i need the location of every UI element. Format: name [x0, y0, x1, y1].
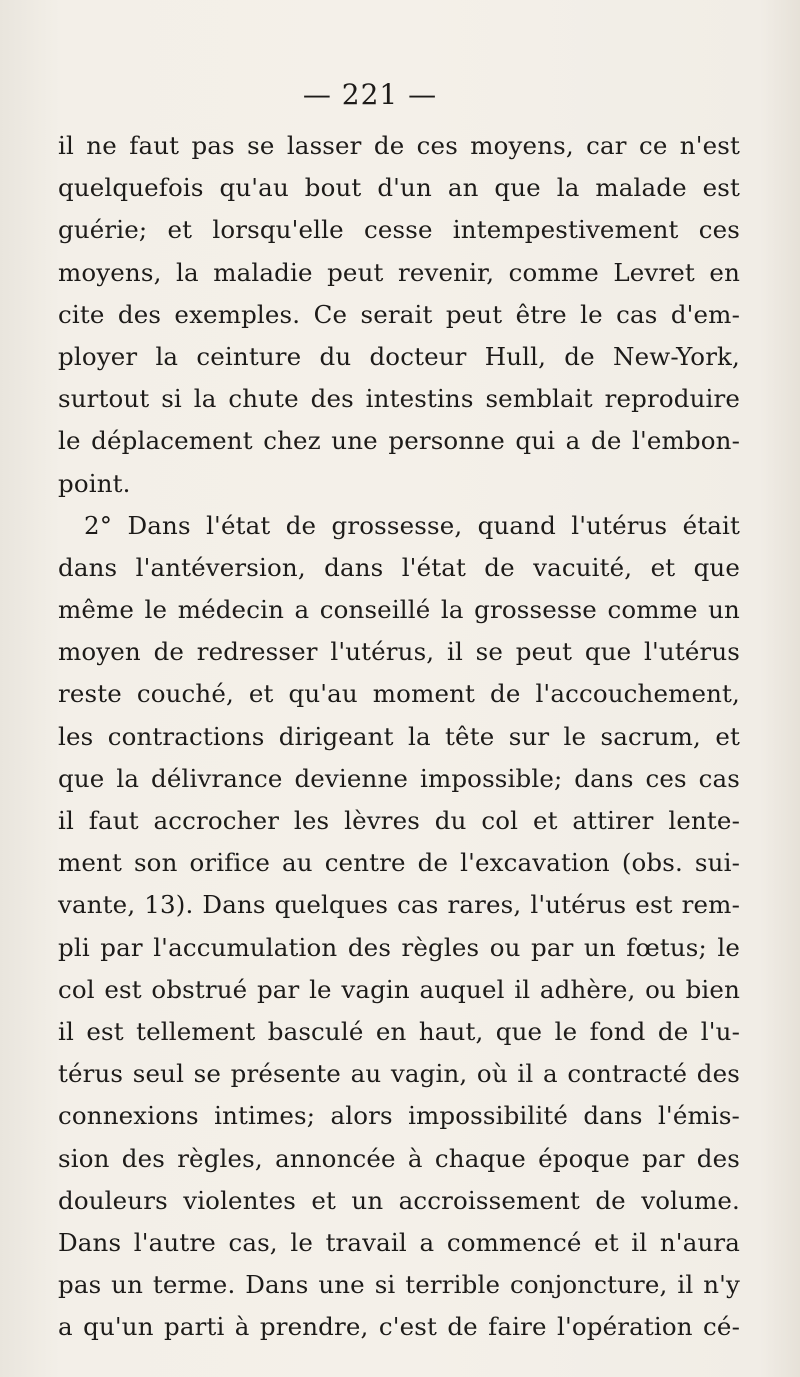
text-line: cite des exemples. Ce serait peut être le cas d'em- — [58, 299, 740, 329]
text-line: 2° Dans l'état de grossesse, quand l'utérus était — [84, 510, 740, 540]
page-number-header: — 221 — — [302, 78, 438, 111]
text-line: il est tellement basculé en haut, que le fond de l'u- — [58, 1016, 740, 1046]
text-line: il faut accrocher les lèvres du col et attirer lente- — [58, 806, 740, 835]
text-line: surtout si la chute des intestins semblait reproduire — [58, 384, 740, 414]
text-line: moyen de redresser l'utérus, il se peut que l'utérus — [58, 637, 740, 667]
text-line: point. — [58, 468, 131, 498]
text-line: dans l'antéversion, dans l'état de vacuité, et que — [58, 552, 740, 582]
text-line: Dans l'autre cas, le travail a commencé et il n'aura — [58, 1227, 740, 1257]
text-line: moyens, la maladie peut revenir, comme Levret en — [58, 257, 740, 287]
text-line: même le médecin a conseillé la grossesse comme un — [58, 595, 740, 625]
text-line: ment son orifice au centre de l'excavation (obs. sui- — [58, 848, 740, 878]
text-line: vante, 13). Dans quelques cas rares, l'utérus est rem- — [58, 890, 740, 920]
text-line: a qu'un parti à prendre, c'est de faire l'opération cé- — [58, 1312, 740, 1342]
text-line: sion des règles, annoncée à chaque époque par des — [58, 1143, 740, 1173]
text-line: quelquefois qu'au bout d'un an que la malade est — [58, 173, 740, 203]
text-line: pas un terme. Dans une si terrible conjoncture, il n'y — [58, 1270, 740, 1300]
text-line: pli par l'accumulation des règles ou par un fœtus; le — [58, 932, 740, 962]
text-line: le déplacement chez une personne qui a de l'embon- — [58, 426, 740, 456]
text-line: douleurs violentes et un accroissement de volume. — [58, 1185, 740, 1215]
body-text — [58, 125, 740, 1348]
text-line: guérie; et lorsqu'elle cesse intempestivement ces — [58, 215, 740, 245]
text-line: col est obstrué par le vagin auquel il adhère, ou bien — [58, 974, 740, 1004]
text-line: connexions intimes; alors impossibilité dans l'émis- — [58, 1101, 740, 1131]
text-line: reste couché, et qu'au moment de l'accouchement, — [58, 679, 740, 709]
text-line: ployer la ceinture du docteur Hull, de New-York, — [58, 341, 740, 371]
text-line: que la délivrance devienne impossible; dans ces cas — [58, 763, 740, 793]
text-line: les contractions dirigeant la tête sur le sacrum, et — [58, 721, 740, 751]
text-line: térus seul se présente au vagin, où il a contracté des — [58, 1059, 740, 1089]
text-line: il ne faut pas se lasser de ces moyens, car ce n'est — [58, 131, 740, 160]
